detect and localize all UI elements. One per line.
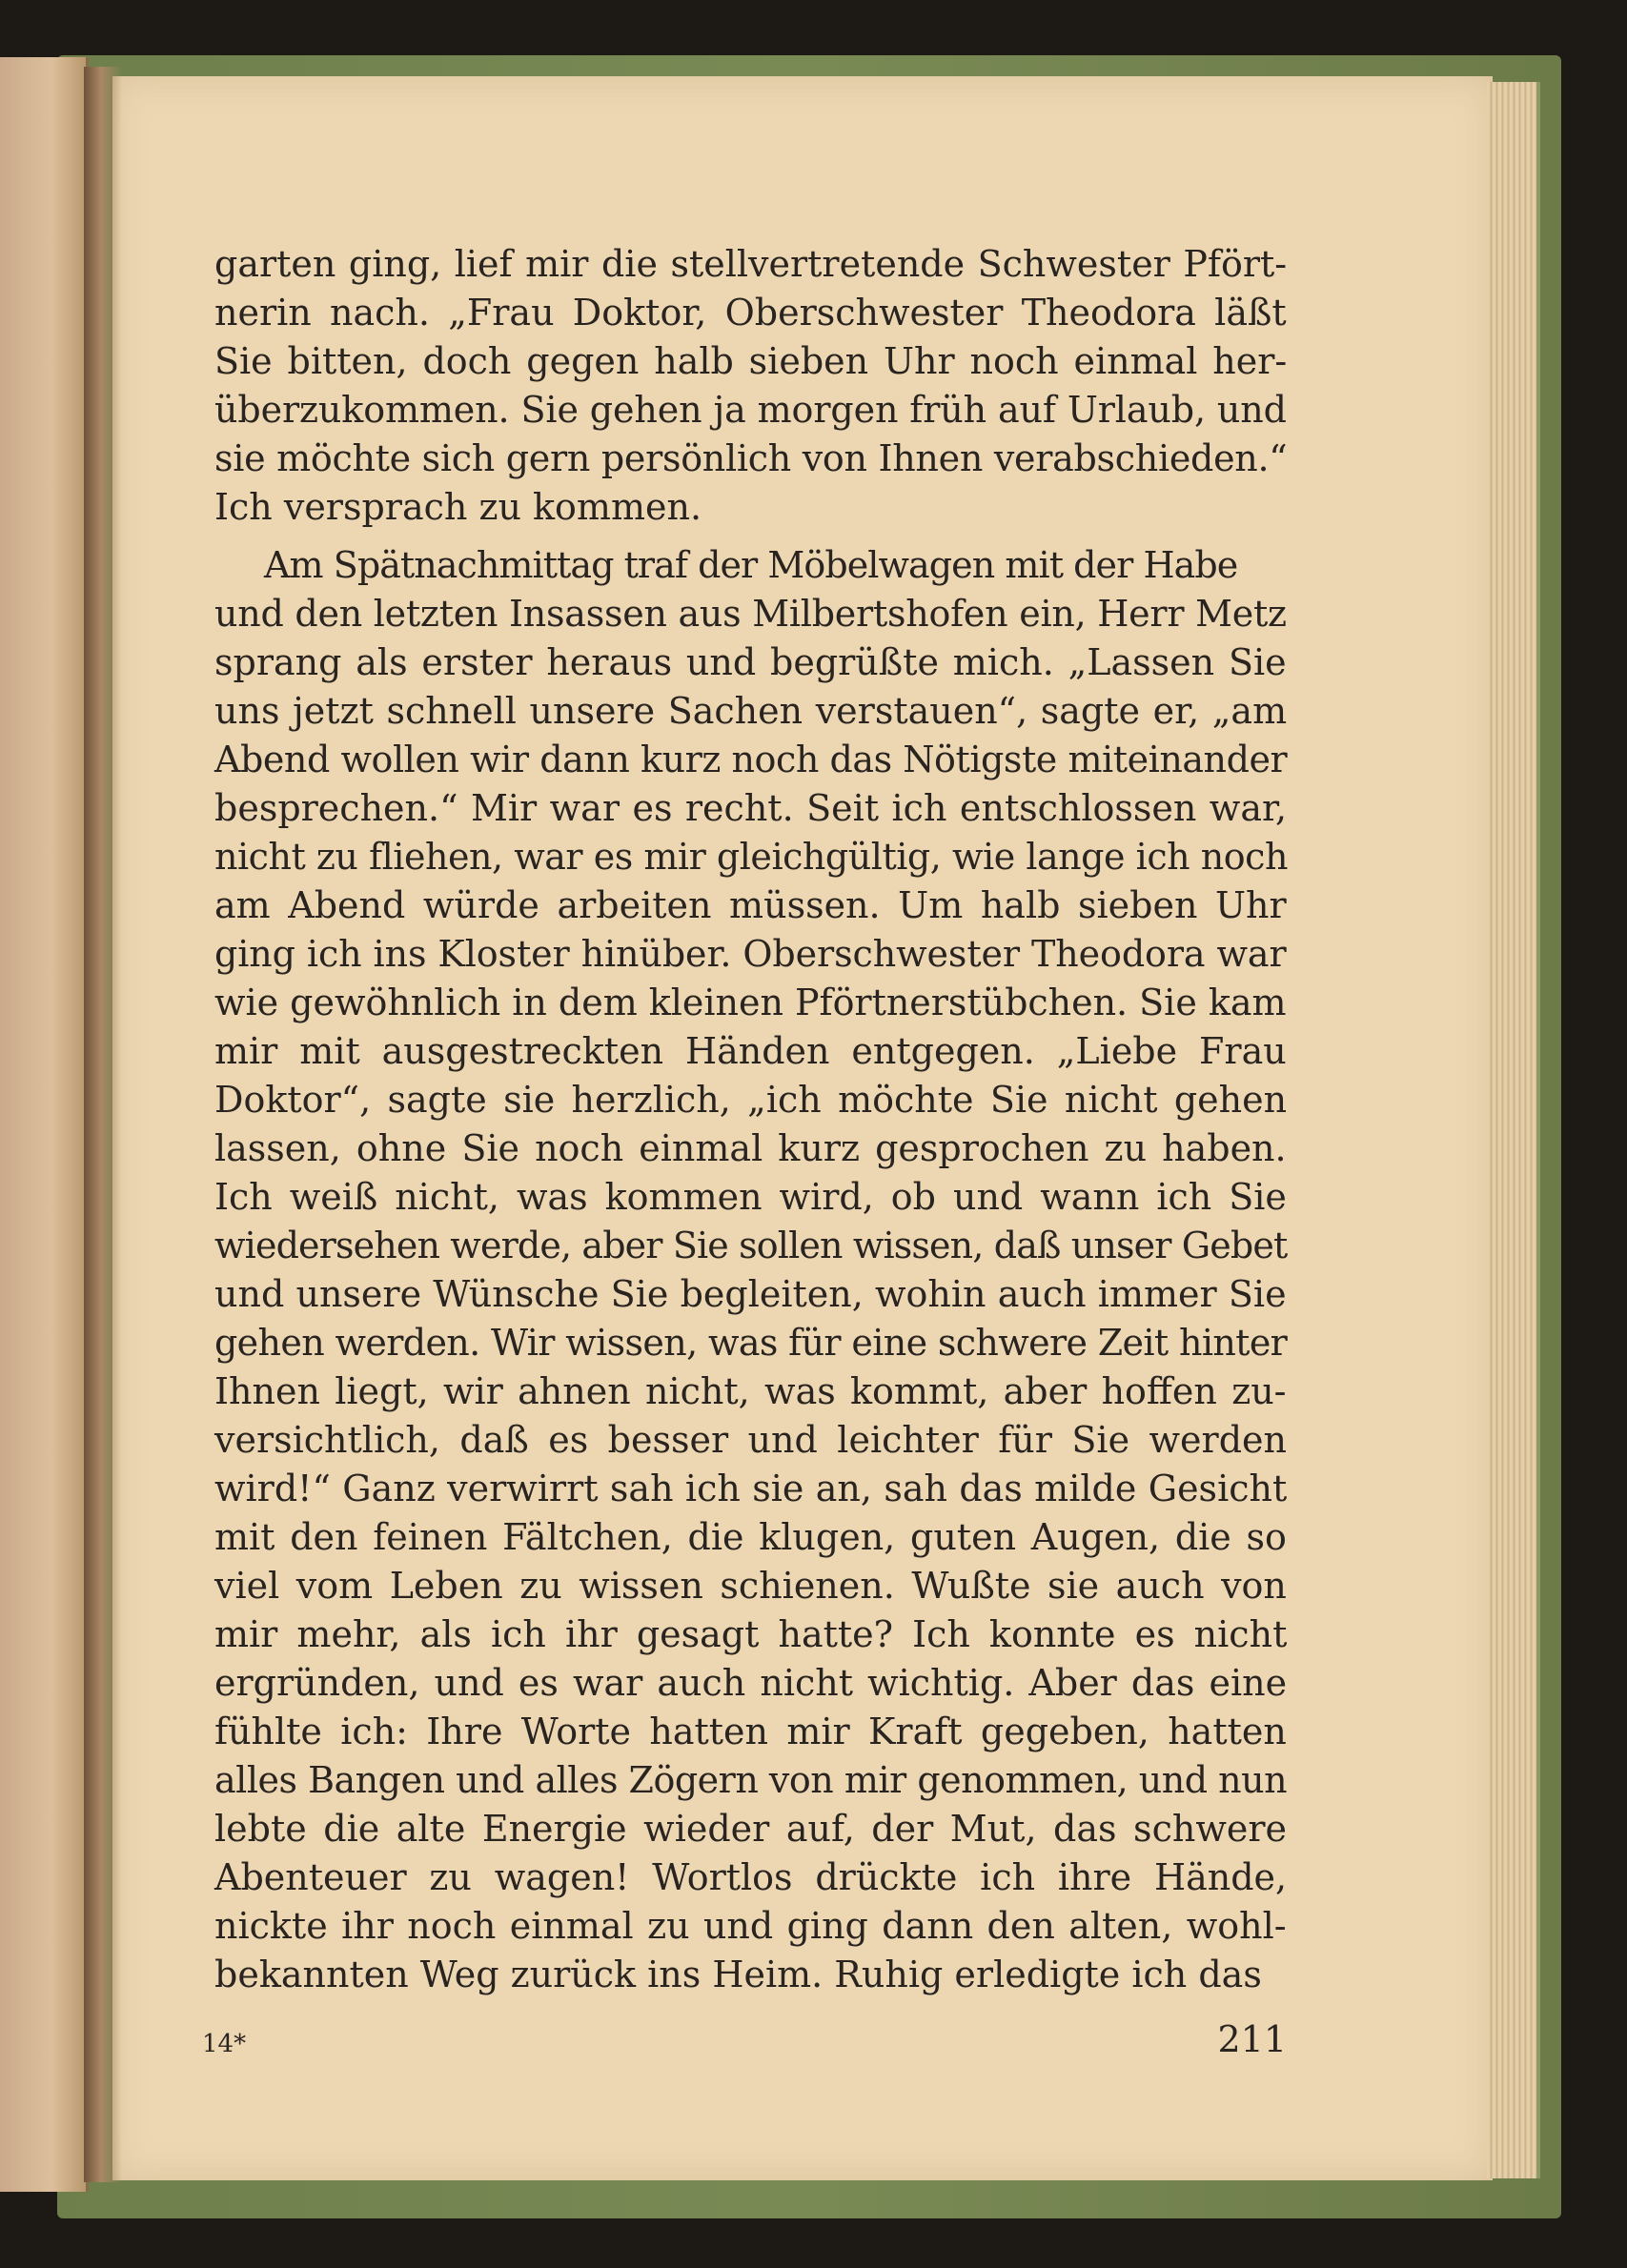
text-line: nickte ihr noch einmal zu und ging dann den alten, wohl-: [214, 1905, 1287, 1947]
text-line: Abenteuer zu wagen! Wortlos drückte ich ihre Hände,: [214, 1856, 1288, 1898]
text-line: viel vom Leben zu wissen schienen. Wußte sie auch von: [214, 1565, 1287, 1607]
text-line: überzukommen. Sie gehen ja morgen früh auf Urlaub, und: [214, 389, 1287, 431]
paragraph-2: [214, 541, 1287, 1999]
text-line: lassen, ohne Sie noch einmal kurz gesprochen zu haben.: [214, 1127, 1287, 1169]
text-line: Abend wollen wir dann kurz noch das Nötigste miteinander: [214, 739, 1288, 780]
text-line: garten ging, lief mir die stellvertretende Schwester Pfört-: [214, 243, 1288, 285]
text-line: uns jetzt schnell unsere Sachen verstauen“, sagte er, „am: [214, 690, 1288, 732]
text-line: Ich weiß nicht, was kommen wird, ob und wann ich Sie: [214, 1176, 1287, 1218]
text-line: fühlte ich: Ihre Worte hatten mir Kraft gegeben, hatten: [214, 1711, 1287, 1752]
text-line: besprechen.“ Mir war es recht. Seit ich entschlossen war,: [214, 787, 1288, 829]
previous-page-edge: [0, 57, 89, 2192]
text-line: mit den feinen Fältchen, die klugen, guten Augen, die so: [214, 1516, 1287, 1558]
signature-mark: 14*: [202, 2030, 247, 2058]
text-line: nerin nach. „Frau Doktor, Oberschwester Theodora läßt: [214, 292, 1287, 334]
text-line: sprang als erster heraus und begrüßte mich. „Lassen Sie: [214, 641, 1287, 683]
page-stack-edges: [1487, 82, 1540, 2178]
text-line: Ich versprach zu kommen.: [214, 486, 702, 528]
text-line: Ihnen liegt, wir ahnen nicht, was kommt, aber hoffen zu-: [214, 1370, 1287, 1412]
text-line: sie möchte sich gern persönlich von Ihnen verabschieden.“: [214, 437, 1288, 479]
paragraph-1: [214, 240, 1287, 532]
text-line: und unsere Wünsche Sie begleiten, wohin auch immer Sie: [214, 1273, 1287, 1315]
text-line: mir mit ausgestreckten Händen entgegen. „Liebe Frau: [214, 1030, 1287, 1072]
text-line: Doktor“, sagte sie herzlich, „ich möchte Sie nicht gehen: [214, 1079, 1288, 1121]
text-line: mir mehr, als ich ihr gesagt hatte? Ich konnte es nicht: [214, 1613, 1288, 1655]
text-line: ergründen, und es war auch nicht wichtig. Aber das eine: [214, 1662, 1288, 1704]
body-text: [214, 240, 1287, 1999]
text-line: Sie bitten, doch gegen halb sieben Uhr noch einmal her-: [214, 340, 1288, 382]
text-line: nicht zu fliehen, war es mir gleichgültig, wie lange ich noch: [214, 836, 1288, 878]
text-line: und den letzten Insassen aus Milbertshofen ein, Herr Metz: [214, 593, 1287, 635]
page-gutter-shadow: [84, 67, 122, 2182]
text-line: am Abend würde arbeiten müssen. Um halb sieben Uhr: [214, 884, 1287, 926]
page-number: 211: [1217, 2018, 1287, 2060]
text-line: wiedersehen werde, aber Sie sollen wissen, daß unser Gebet: [214, 1225, 1288, 1266]
text-line: wie gewöhnlich in dem kleinen Pförtnerstübchen. Sie kam: [214, 982, 1287, 1023]
text-line: versichtlich, daß es besser und leichter für Sie werden: [214, 1419, 1287, 1461]
text-line: wird!“ Ganz verwirrt sah ich sie an, sah das milde Gesicht: [214, 1468, 1288, 1509]
text-line: Am Spätnachmittag traf der Möbelwagen mit der Habe: [264, 544, 1238, 586]
text-line: lebte die alte Energie wieder auf, der Mut, das schwere: [214, 1808, 1287, 1850]
text-line: gehen werden. Wir wissen, was für eine schwere Zeit hinter: [214, 1322, 1288, 1364]
text-line: alles Bangen und alles Zögern von mir genommen, und nun: [214, 1759, 1288, 1801]
text-line: bekannten Weg zurück ins Heim. Ruhig erledigte ich das: [214, 1954, 1262, 1995]
text-line: ging ich ins Kloster hinüber. Oberschwester Theodora war: [214, 933, 1287, 975]
